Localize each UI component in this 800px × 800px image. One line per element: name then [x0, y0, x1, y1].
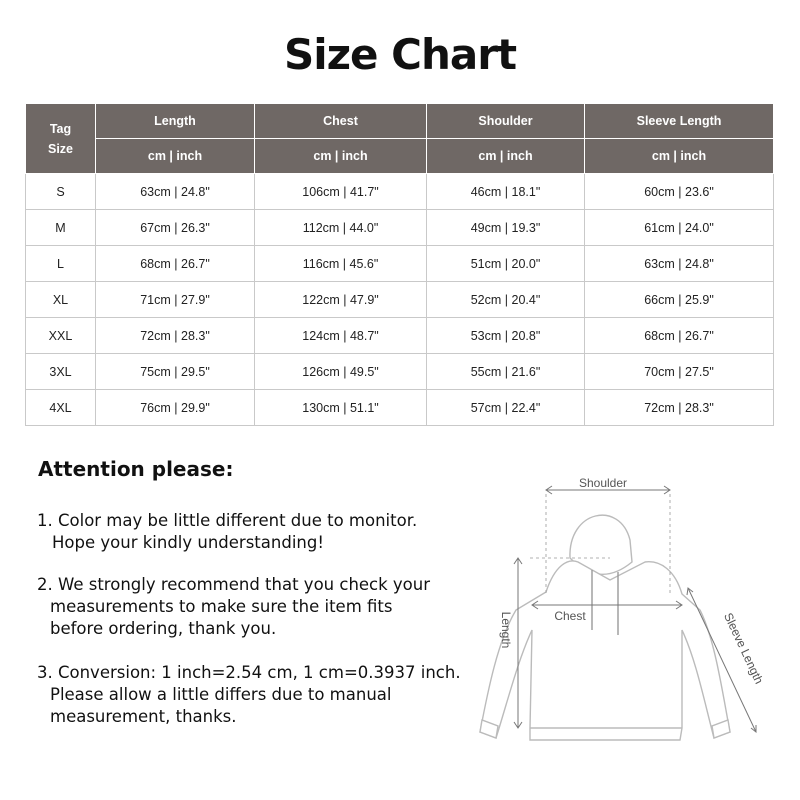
page-title: Size Chart [283, 30, 517, 79]
sleeve-length-label: Sleeve Length [721, 610, 767, 687]
column-header-chest: Chest [255, 104, 427, 139]
note-line: 1. Color may be little different due to monitor. [37, 511, 418, 530]
shoulder-label: Shoulder [578, 476, 628, 490]
measurement-cell: 52cm | 20.4" [427, 282, 585, 318]
table-body [26, 174, 774, 426]
unit-header: cm | inch [96, 139, 255, 174]
chest-label: Chest [554, 609, 586, 623]
measurement-cell: 63cm | 24.8" [96, 174, 255, 210]
size-chart-table [25, 103, 774, 426]
size-cell: 3XL [26, 354, 96, 390]
tag-size-header [26, 104, 96, 174]
measurement-cell: 130cm | 51.1" [255, 390, 427, 426]
measurement-cell: 49cm | 19.3" [427, 210, 585, 246]
table-row [26, 354, 774, 390]
measurement-cell: 51cm | 20.0" [427, 246, 585, 282]
note-line: before ordering, thank you. [50, 619, 277, 638]
measurement-cell: 71cm | 27.9" [96, 282, 255, 318]
table-row [26, 210, 774, 246]
note-line: measurement, thanks. [50, 707, 237, 726]
tag-size-line1: Tag [49, 121, 72, 136]
table-row [26, 318, 774, 354]
note-line: Hope your kindly understanding! [52, 533, 324, 552]
note-line: 2. We strongly recommend that you check your [37, 575, 431, 594]
measurement-cell: 68cm | 26.7" [96, 246, 255, 282]
unit-header: cm | inch [255, 139, 427, 174]
size-cell: 4XL [26, 390, 96, 426]
measurement-cell: 46cm | 18.1" [427, 174, 585, 210]
note-color [37, 510, 417, 554]
column-header-sleeve-length: Sleeve Length [585, 104, 774, 139]
measurement-cell: 72cm | 28.3" [96, 318, 255, 354]
size-cell: L [26, 246, 96, 282]
size-cell: XL [26, 282, 96, 318]
measurement-cell: 75cm | 29.5" [96, 354, 255, 390]
column-header-length: Length [96, 104, 255, 139]
table-header-row [26, 104, 774, 139]
tag-size-line2: Size [47, 141, 73, 156]
note-measurements [37, 574, 430, 640]
note-line: measurements to make sure the item fits [50, 597, 393, 616]
measurement-cell: 61cm | 24.0" [585, 210, 774, 246]
measurement-cell: 126cm | 49.5" [255, 354, 427, 390]
size-cell: M [26, 210, 96, 246]
measurement-cell: 60cm | 23.6" [585, 174, 774, 210]
measurement-cell: 57cm | 22.4" [427, 390, 585, 426]
size-cell: S [26, 174, 96, 210]
measurement-cell: 106cm | 41.7" [255, 174, 427, 210]
measurement-cell: 67cm | 26.3" [96, 210, 255, 246]
measurement-cell: 112cm | 44.0" [255, 210, 427, 246]
measurement-cell: 116cm | 45.6" [255, 246, 427, 282]
measurement-cell: 66cm | 25.9" [585, 282, 774, 318]
hoodie-measurement-diagram [460, 470, 780, 770]
table-row [26, 390, 774, 426]
note-conversion [37, 662, 461, 728]
measurement-cell: 124cm | 48.7" [255, 318, 427, 354]
measurement-cell: 72cm | 28.3" [585, 390, 774, 426]
measurement-cell: 55cm | 21.6" [427, 354, 585, 390]
measurement-cell: 63cm | 24.8" [585, 246, 774, 282]
length-label: Length [499, 611, 513, 649]
note-line: 3. Conversion: 1 inch=2.54 cm, 1 cm=0.3937 inch. [37, 663, 461, 682]
measurement-cell: 76cm | 29.9" [96, 390, 255, 426]
unit-header: cm | inch [585, 139, 774, 174]
size-cell: XXL [26, 318, 96, 354]
measurement-cell: 70cm | 27.5" [585, 354, 774, 390]
measurement-cell: 53cm | 20.8" [427, 318, 585, 354]
table-units-row [26, 139, 774, 174]
table-row [26, 282, 774, 318]
unit-header: cm | inch [427, 139, 585, 174]
column-header-shoulder: Shoulder [427, 104, 585, 139]
measurement-cell: 68cm | 26.7" [585, 318, 774, 354]
attention-title: Attention please: [38, 457, 234, 481]
table-row [26, 246, 774, 282]
note-line: Please allow a little differs due to manual [50, 685, 392, 704]
table-row [26, 174, 774, 210]
measurement-cell: 122cm | 47.9" [255, 282, 427, 318]
